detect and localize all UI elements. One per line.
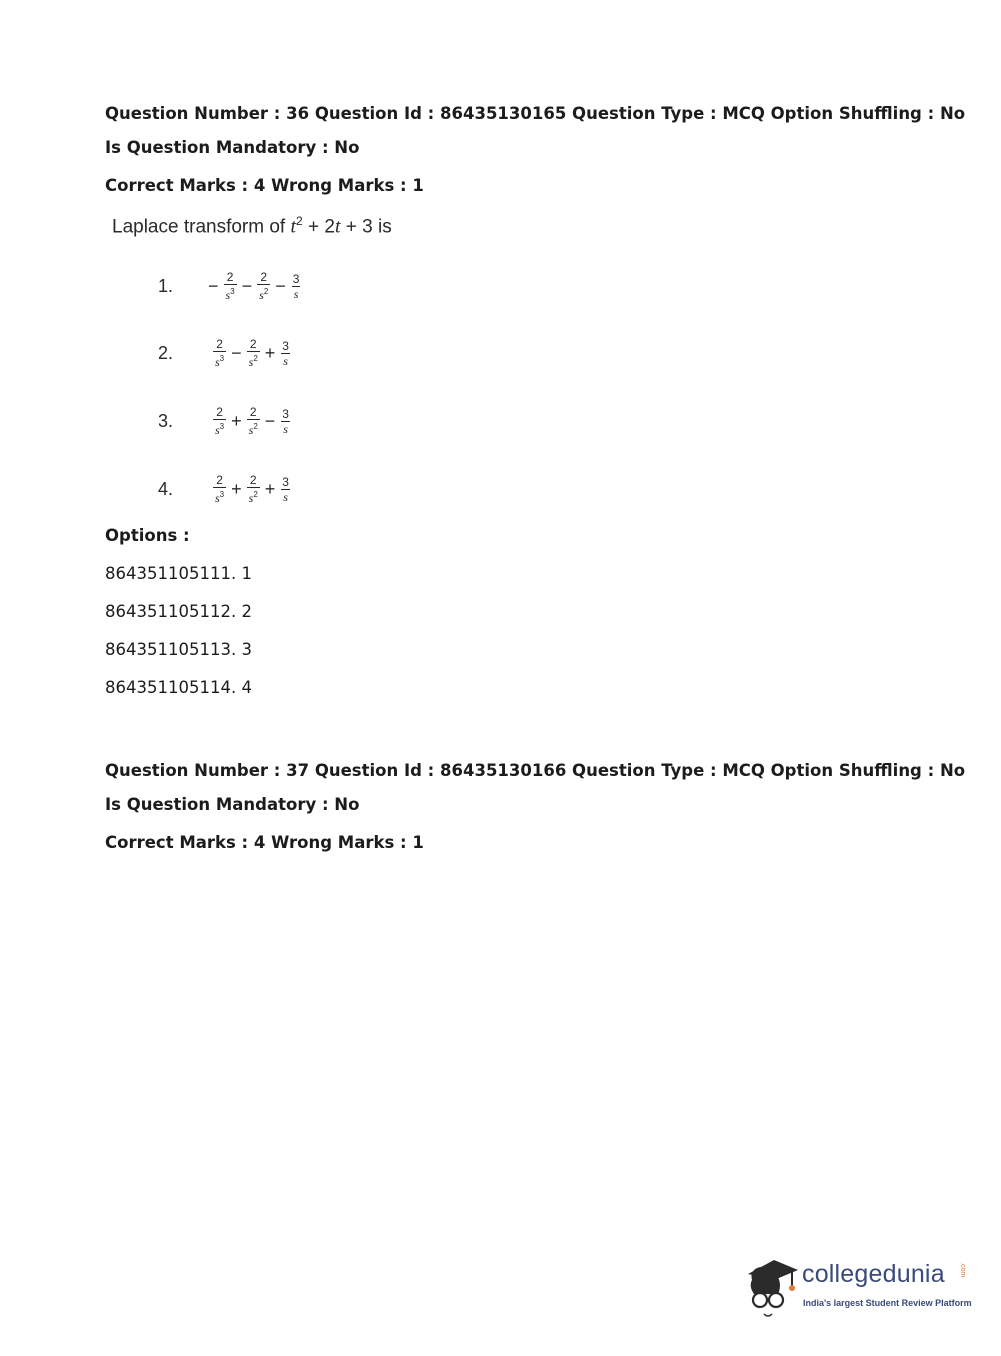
fraction-2: $\frac{2}{s^2}$	[248, 405, 258, 437]
q36-choice-4	[158, 464, 294, 514]
q36-choice-1	[158, 261, 304, 311]
choice-number: 3.	[158, 410, 174, 431]
q36-option-4: 864351105114. 4	[105, 678, 252, 697]
choice-number: 4.	[158, 478, 174, 499]
sign-1: +	[231, 478, 242, 499]
fraction-3: $\frac{3}{s}$	[292, 271, 300, 301]
choice-number: 2.	[158, 342, 174, 363]
q36-option-2: 864351105112. 2	[105, 602, 252, 621]
sign-1: −	[231, 342, 242, 363]
logo-tagline: India's largest Student Review Platform	[803, 1298, 972, 1308]
sign-2: +	[264, 478, 276, 499]
sign-2: −	[275, 275, 286, 296]
choice-expression	[206, 270, 304, 302]
fraction-1: $\frac{2}{s^3}$	[215, 405, 225, 437]
fraction-3: $\frac{3}{s}$	[282, 406, 289, 436]
fraction-1: $\frac{2}{s^3}$	[215, 337, 225, 369]
q36-mandatory: Is Question Mandatory : No	[105, 138, 360, 157]
q36-choice-2	[158, 328, 294, 378]
logo-com: .com	[959, 1262, 966, 1278]
choice-expression	[206, 473, 294, 505]
choice-expression	[206, 405, 294, 437]
sign-2: +	[264, 342, 276, 363]
fraction-2: $\frac{2}{s^2}$	[248, 337, 258, 369]
q36-header: Question Number : 36 Question Id : 86435130165 Question Type : MCQ Option Shuffling : No	[105, 104, 966, 123]
fraction-3: $\frac{3}{s}$	[282, 474, 289, 504]
sign-1: −	[241, 275, 253, 296]
q36-marks: Correct Marks : 4 Wrong Marks : 1	[105, 176, 424, 195]
q36-choice-3	[158, 396, 294, 446]
lead-sign: −	[208, 275, 219, 296]
q36-options-label: Options :	[105, 526, 190, 545]
fraction-1: $\frac{2}{s^3}$	[225, 270, 235, 302]
logo-wordmark: collegedunia	[802, 1260, 945, 1288]
fraction-2: $\frac{2}{s^2}$	[248, 473, 258, 505]
q37-mandatory: Is Question Mandatory : No	[105, 795, 360, 814]
q36-question-text: Laplace transform of $t^2 + 2t + 3$ is	[112, 214, 392, 238]
q37-header: Question Number : 37 Question Id : 86435130166 Question Type : MCQ Option Shuffling : No	[105, 761, 966, 780]
fraction-1: $\frac{2}{s^3}$	[215, 473, 225, 505]
fraction-3: $\frac{3}{s}$	[282, 338, 289, 368]
q37-marks: Correct Marks : 4 Wrong Marks : 1	[105, 833, 424, 852]
q36-option-1: 864351105111. 1	[105, 564, 252, 583]
q36-option-3: 864351105113. 3	[105, 640, 252, 659]
choice-number: 1.	[158, 275, 174, 296]
sign-2: −	[264, 410, 276, 431]
fraction-2: $\frac{2}{s^2}$	[259, 270, 269, 302]
mascot-icon	[740, 1248, 800, 1320]
choice-expression	[206, 337, 294, 369]
collegedunia-logo	[740, 1248, 970, 1320]
sign-1: +	[231, 410, 242, 431]
